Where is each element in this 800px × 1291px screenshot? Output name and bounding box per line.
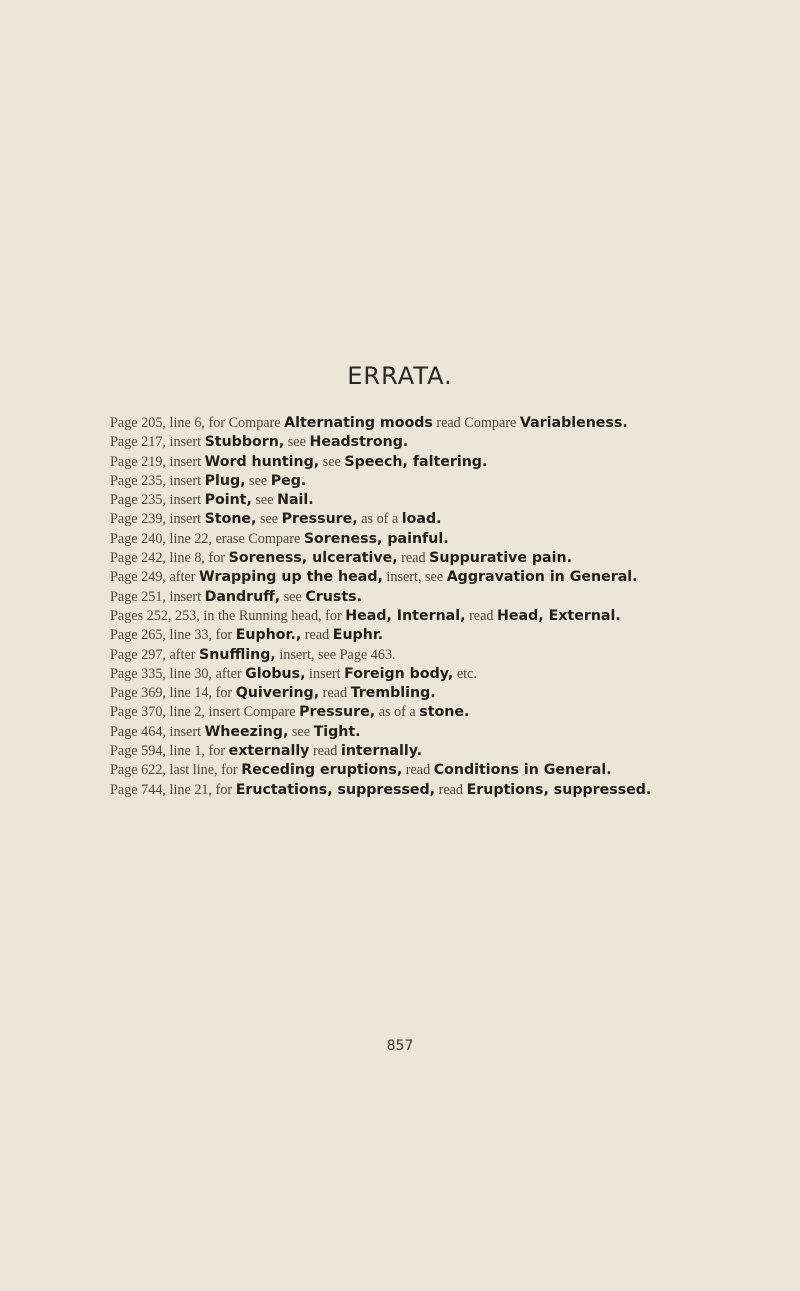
entry-text: Page 217, insert	[110, 434, 205, 451]
entry-text: insert, see Page 463.	[275, 646, 396, 663]
entry-text: read	[301, 627, 333, 644]
entry-text: read	[397, 550, 430, 567]
entry-text: Page 744, line 21, for	[110, 781, 236, 798]
entry-text: Page 594, line 1, for	[110, 743, 229, 760]
entry-term: Euphr.	[332, 627, 384, 644]
errata-entry	[110, 607, 750, 626]
page-number: 857	[386, 1038, 414, 1054]
entry-text: Page 235, insert	[110, 472, 205, 489]
entry-text: see	[284, 434, 310, 451]
errata-entry	[110, 781, 750, 800]
page-title: ERRATA.	[347, 362, 453, 390]
entry-text: see	[288, 723, 314, 740]
entry-term: Trembling.	[350, 685, 436, 702]
entry-term: Eruptions, suppressed.	[466, 781, 652, 798]
entry-term: Plug,	[204, 472, 246, 489]
entry-term: Foreign body,	[344, 665, 454, 682]
entry-text: see	[251, 492, 278, 509]
entry-term: Quivering,	[235, 685, 320, 702]
entry-term: Speech, faltering.	[344, 453, 488, 470]
entry-text: Page 369, line 14, for	[110, 685, 236, 702]
entry-term: externally	[228, 743, 310, 760]
entry-term: Eructations, suppressed,	[235, 781, 436, 798]
errata-entry	[110, 491, 750, 510]
entry-text: Page 370, line 2, insert Compare	[110, 704, 300, 721]
entry-text: Page 235, insert	[110, 492, 205, 509]
entry-term: Wheezing,	[204, 723, 289, 740]
entry-text: etc.	[453, 665, 477, 682]
entry-text: Page 242, line 8, for	[110, 550, 229, 567]
errata-entry	[110, 626, 750, 645]
entry-text: Page 219, insert	[110, 453, 205, 470]
errata-entry	[110, 530, 750, 549]
errata-entry	[110, 472, 750, 491]
errata-entry	[110, 433, 750, 452]
entry-term: Receding eruptions,	[241, 762, 403, 779]
errata-entry	[110, 414, 750, 433]
entry-term: Stubborn,	[204, 434, 285, 451]
entry-text: Page 297, after	[110, 646, 200, 663]
entry-text: read	[402, 762, 434, 779]
entry-term: internally.	[340, 743, 423, 760]
entry-text: as of a	[375, 704, 420, 721]
entry-text: insert	[305, 665, 345, 682]
errata-entry	[110, 703, 750, 722]
entry-term: Crusts.	[305, 588, 362, 605]
entry-term: Pressure,	[281, 511, 358, 528]
entry-text: Page 239, insert	[110, 511, 205, 528]
entry-term: Snuffling,	[199, 646, 276, 663]
entry-term: Dandruff,	[204, 588, 281, 605]
entry-text: Page 265, line 33, for	[110, 627, 236, 644]
entry-text: see	[280, 588, 306, 605]
entry-term: Wrapping up the head,	[199, 569, 383, 586]
errata-entry	[110, 568, 750, 587]
entry-term: Word hunting,	[204, 453, 320, 470]
entry-text: read	[309, 743, 341, 760]
entry-term: Variableness.	[519, 415, 628, 431]
errata-entry	[110, 742, 750, 761]
errata-entry	[110, 684, 750, 703]
entry-term: Alternating moods	[284, 415, 433, 431]
entry-text: Page 251, insert	[110, 588, 205, 605]
entry-text: Page 249, after	[110, 569, 200, 586]
entry-term: Soreness, ulcerative,	[228, 550, 398, 567]
entry-text: read	[465, 607, 498, 624]
entry-term: Globus,	[245, 665, 306, 682]
entry-text: Page 205, line 6, for Compare	[110, 415, 285, 431]
entry-text: Page 622, last line, for	[110, 762, 242, 779]
errata-entry	[110, 588, 750, 607]
entry-text: insert, see	[382, 569, 447, 586]
errata-entry	[110, 510, 750, 529]
errata-entry	[110, 549, 750, 568]
entry-term: stone.	[419, 704, 470, 721]
entry-term: Headstrong.	[309, 434, 409, 451]
entry-text: read	[435, 781, 467, 798]
entry-term: Peg.	[270, 472, 307, 489]
entry-text: Page 240, line 22, erase Compare	[110, 530, 304, 547]
entry-term: Tight.	[313, 723, 361, 740]
entry-term: Head, Internal,	[345, 607, 466, 624]
entry-term: Point,	[204, 492, 252, 509]
entry-term: Euphor.,	[235, 627, 302, 644]
errata-entry	[110, 453, 750, 472]
entry-term: Nail.	[277, 492, 314, 509]
entry-text: see	[319, 453, 345, 470]
errata-entry	[110, 646, 750, 665]
entry-term: Soreness, painful.	[303, 530, 449, 547]
entry-term: Pressure,	[299, 704, 376, 721]
entry-text: as of a	[357, 511, 402, 528]
errata-entry	[110, 665, 750, 684]
errata-entry	[110, 723, 750, 742]
entry-term: Head, External.	[497, 607, 621, 624]
errata-entry	[110, 761, 750, 780]
entry-text: read	[319, 685, 351, 702]
entry-text: read Compare	[432, 415, 520, 431]
entry-term: Aggravation in General.	[446, 569, 638, 586]
entry-term: load.	[401, 511, 442, 528]
entry-text: Pages 252, 253, in the Running head, for	[110, 607, 346, 624]
entry-text: Page 335, line 30, after	[110, 665, 246, 682]
entry-text: see	[245, 472, 271, 489]
entry-term: Suppurative pain.	[429, 550, 572, 567]
entry-term: Stone,	[204, 511, 257, 528]
entry-text: Page 464, insert	[110, 723, 205, 740]
errata-list	[110, 414, 750, 800]
entry-text: see	[256, 511, 282, 528]
entry-term: Conditions in General.	[433, 762, 612, 779]
